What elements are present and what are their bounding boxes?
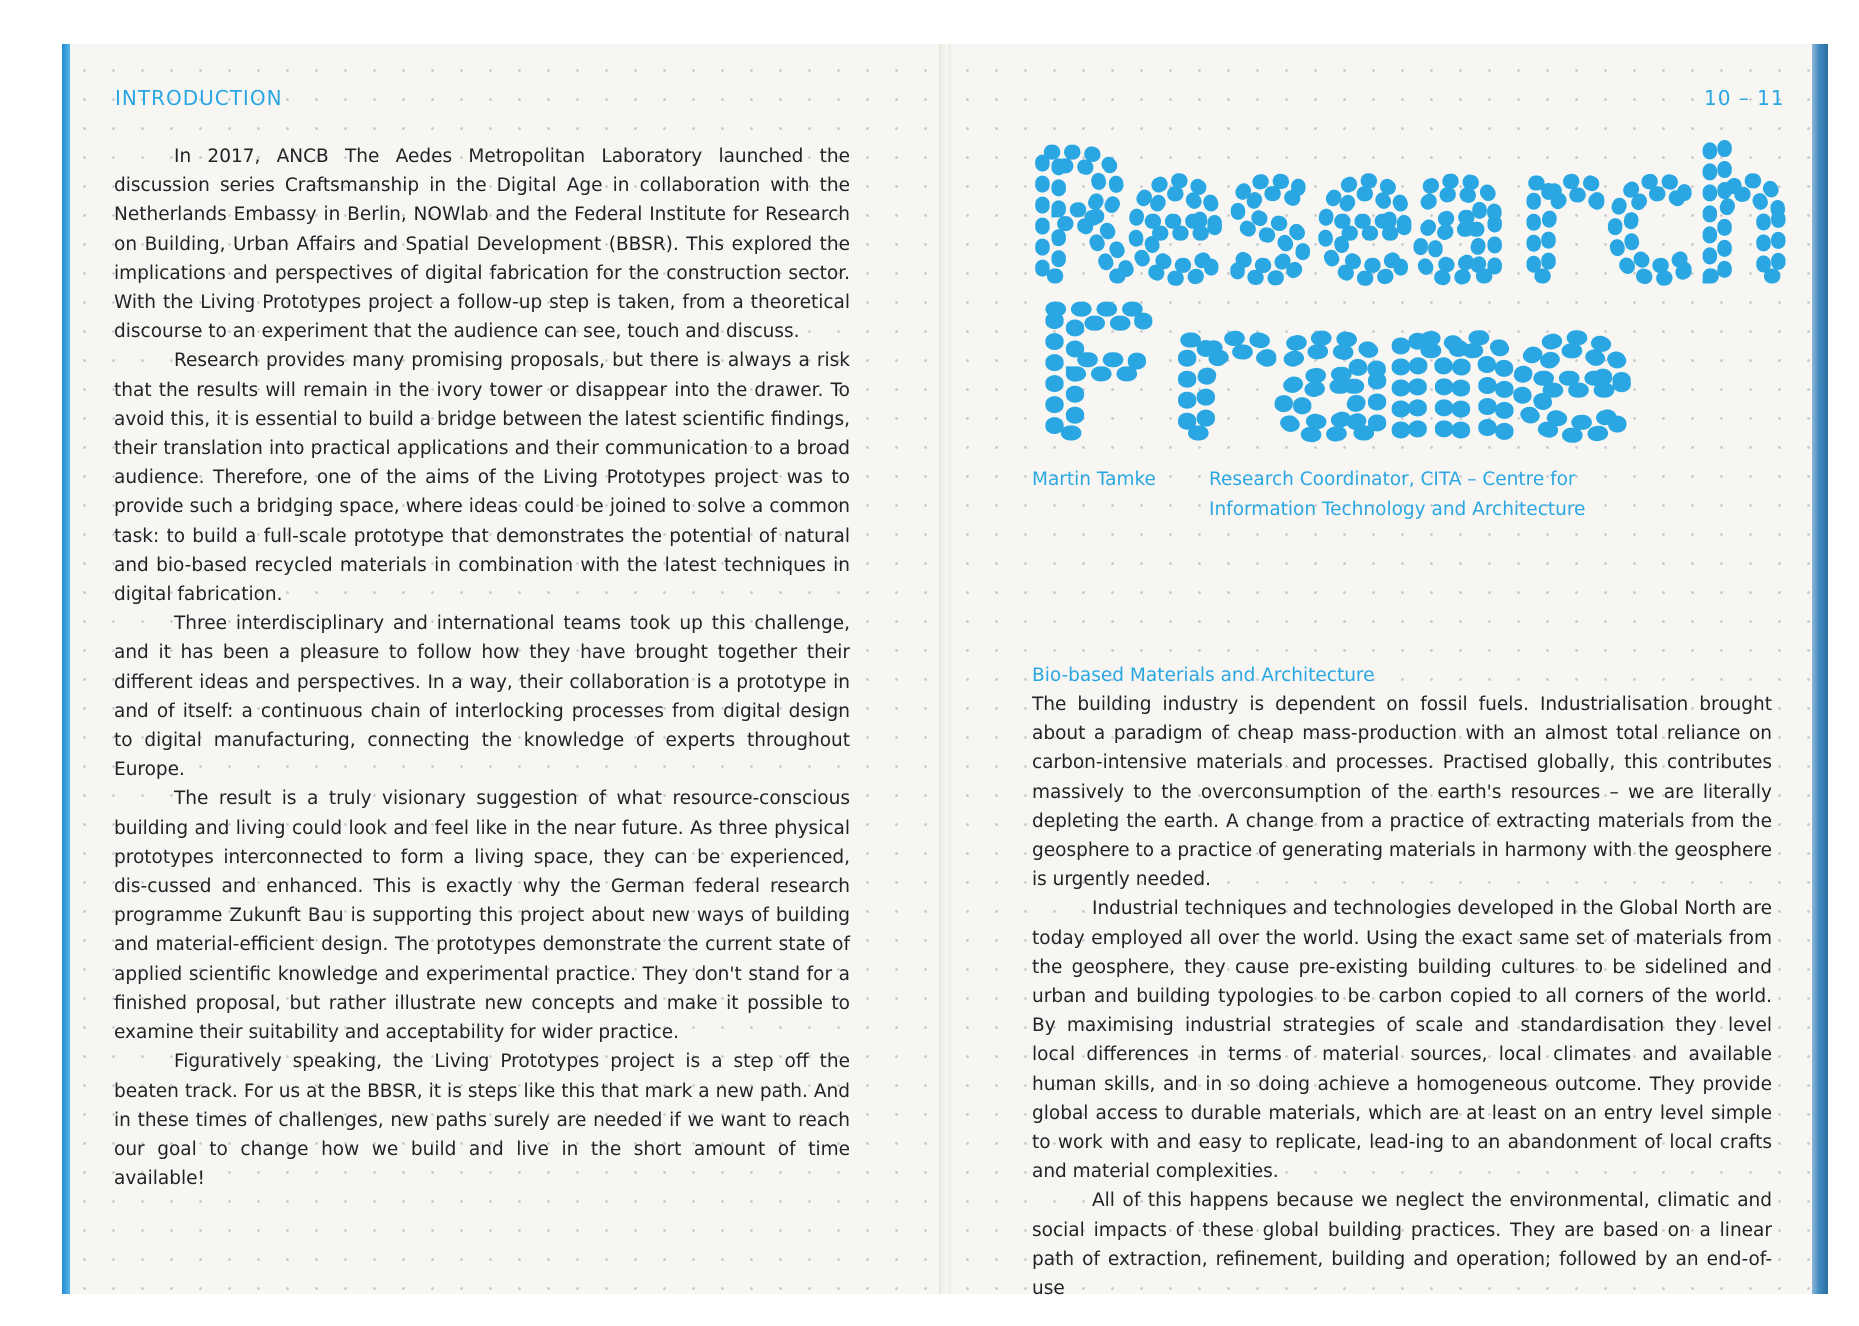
page-numbers: 10 – 11	[1704, 86, 1785, 110]
author-role: Research Coordinator, CITA – Centre for Information Technology and Architecture	[1209, 469, 1586, 520]
article-text	[1032, 690, 1772, 1303]
introduction-text	[114, 142, 850, 1193]
paragraph: Industrial techniques and technologies developed in the Global North are today employed all over the world. Using the exact same set of materials from the geosphere, they cause pre-existing building cultures to be sidelined and urban and building typologies to be carbon copied to all corners of the world. By maximising industrial strategies of scale and standardisation they level local differences in terms of material sources, local climates and available human skills, and in so doing achieve a homogeneous outcome. They provide global access to durable materials, which are at least on an entry level simple to work with and easy to replicate, lead-ing to an abandonment of local crafts and material complexities.	[1032, 898, 1772, 1183]
author-name: Martin Tamke	[1032, 469, 1156, 490]
book-gutter	[939, 44, 951, 1294]
paragraph: In 2017, ANCB The Aedes Metropolitan Laboratory launched the discussion series Craftsmanship in the Digital Age in collaboration with the Netherlands Embassy in Berlin, NOWlab and the Federal Institute for Research on Building, Urban Affairs and Spatial Development (BBSR). This explored the implications and perspectives of digital fabrication for the construction sector. With the Living Prototypes project a follow-up step is taken, from a theoretical discourse to an experiment that the audience can see, touch and discuss.	[114, 146, 850, 343]
paragraph: Research provides many promising proposals, but there is always a risk that the results will remain in the ivory tower or disappear into the drawer. To avoid this, it is essential to build a bridge between the latest scientific findings, their translation into practical applications and their communication to a broad audience. Therefore, one of the aims of the Living Prototypes project was to provide such a bridging space, where ideas could be joined to solve a common task: to build a full-scale prototype that demonstrates the potential of natural and bio-based recycled materials in combination with the latest techniques in digital fabrication.	[114, 350, 850, 606]
paragraph: The building industry is dependent on fossil fuels. Industrialisation brought about a paradigm of cheap mass-production with an almost total reliance on carbon-intensive materials and processes. Practised globally, this contributes massively to the overconsumption of the earth's resources – we are literally depleting the earth. A change from a practice of extracting materials from the geosphere to a practice of generating materials in harmony with the geosphere is urgently needed.	[1032, 694, 1772, 891]
left-page-edge	[62, 44, 70, 1294]
right-page-edge	[1812, 44, 1828, 1294]
chapter-title	[1025, 128, 1795, 448]
running-head-left: INTRODUCTION	[115, 86, 283, 110]
paragraph: Figuratively speaking, the Living Prototypes project is a step off the beaten track. For us at the BBSR, it is steps like this that mark a new path. And in these times of challenges, new paths surely are needed if we want to reach our goal to change how we build and live in the short amount of time available!	[114, 1051, 850, 1190]
section-heading: Bio-based Materials and Architecture	[1032, 665, 1375, 686]
paragraph: Three interdisciplinary and international teams took up this challenge, and it has been a pleasure to follow how they have brought together their different ideas and perspectives. In a way, their collaboration is a prototype in and of itself: a continuous chain of interlocking processes from digital design to digital manufacturing, connecting the knowledge of experts throughout Europe.	[114, 613, 850, 781]
title-line-research: Research	[1031, 128, 1789, 317]
title-line-frame: Frame	[1031, 276, 1629, 448]
paragraph: All of this happens because we neglect the environmental, climatic and social impacts of these global building practices. They are based on a linear path of extraction, refinement, building and operation; followed by an end-of-use	[1032, 1190, 1772, 1300]
paragraph: The result is a truly visionary suggestion of what resource-conscious building and living could look and feel like in the near future. As three physical prototypes interconnected to form a living space, they can be experienced, dis-cussed and enhanced. This is exactly why the German federal research programme Zukunft Bau is supporting this project about new ways of building and material-efficient design. The prototypes demonstrate the current state of applied scientific knowledge and experimental practice. They don't stand for a finished proposal, but rather illustrate new concepts and make it possible to examine their suitability and acceptability for wider practice.	[114, 788, 850, 1044]
